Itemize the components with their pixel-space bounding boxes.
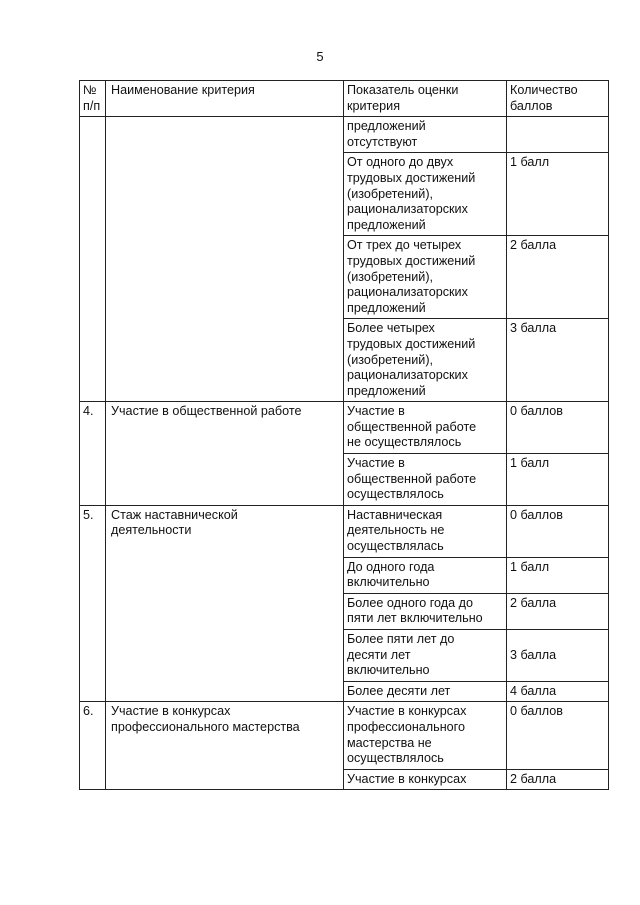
indicator-cell: Более одного года до пяти лет включительно <box>344 593 507 629</box>
points-cell: 1 балл <box>507 557 609 593</box>
indicator-cell: Более пяти лет до десяти лет включительно <box>344 630 507 682</box>
points-cell: 0 баллов <box>507 402 609 454</box>
table-header-row <box>80 81 609 117</box>
points-cell: 2 балла <box>507 769 609 790</box>
indicator-cell: Участие в общественной работе не осуществлялось <box>344 402 507 454</box>
header-points: Количество баллов <box>507 81 609 117</box>
points-cell: 3 балла <box>507 630 609 682</box>
indicator-cell: Участие в конкурсах профессионального мастерства не осуществлялось <box>344 702 507 769</box>
table-row <box>80 702 609 769</box>
criterion-name-cell: Стаж наставнической деятельности <box>106 505 344 702</box>
header-num: № п/п <box>80 81 106 117</box>
header-indicator: Показатель оценки критерия <box>344 81 507 117</box>
points-cell: 2 балла <box>507 593 609 629</box>
indicator-cell: предложений отсутствуют <box>344 117 507 153</box>
num-cell <box>80 117 106 402</box>
num-cell: 4. <box>80 402 106 506</box>
indicator-cell: Участие в общественной работе осуществлялось <box>344 454 507 506</box>
table-row <box>80 505 609 557</box>
indicator-cell: Более четырех трудовых достижений (изобретений), рационализаторских предложений <box>344 319 507 402</box>
table-row <box>80 402 609 454</box>
points-cell: 0 баллов <box>507 505 609 557</box>
header-criterion-name: Наименование критерия <box>106 81 344 117</box>
criterion-name-cell <box>106 117 344 402</box>
page-number: 5 <box>316 49 324 64</box>
criterion-name-cell: Участие в конкурсах профессионального мастерства <box>106 702 344 790</box>
criteria-table <box>79 80 609 790</box>
indicator-cell: Участие в конкурсах <box>344 769 507 790</box>
points-cell <box>507 117 609 153</box>
table-row <box>80 117 609 153</box>
indicator-cell: От трех до четырех трудовых достижений (изобретений), рационализаторских предложений <box>344 236 507 319</box>
indicator-cell: Более десяти лет <box>344 681 507 702</box>
points-cell: 4 балла <box>507 681 609 702</box>
points-cell: 3 балла <box>507 319 609 402</box>
points-cell: 0 баллов <box>507 702 609 769</box>
points-cell: 1 балл <box>507 454 609 506</box>
points-cell: 1 балл <box>507 153 609 236</box>
indicator-cell: До одного года включительно <box>344 557 507 593</box>
indicator-cell: Наставническая деятельность не осуществлялась <box>344 505 507 557</box>
num-cell: 6. <box>80 702 106 790</box>
indicator-cell: От одного до двух трудовых достижений (изобретений), рационализаторских предложений <box>344 153 507 236</box>
points-cell: 2 балла <box>507 236 609 319</box>
criterion-name-cell: Участие в общественной работе <box>106 402 344 506</box>
num-cell: 5. <box>80 505 106 702</box>
